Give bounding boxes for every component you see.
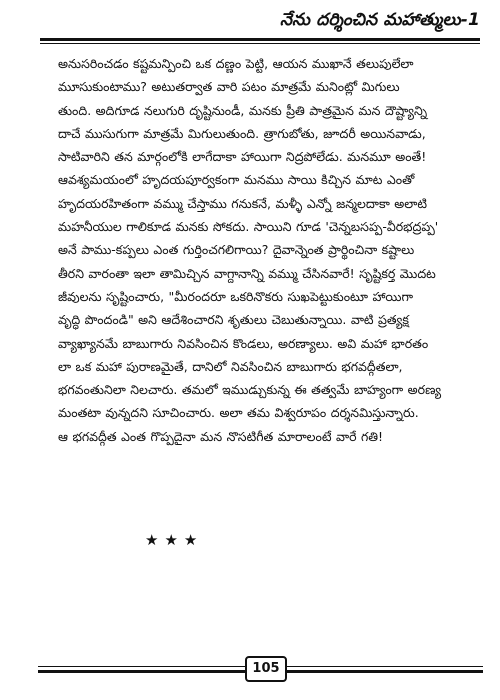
running-header-title: నేను దర్శించిన మహాత్ములు-1	[279, 10, 480, 30]
text-line: వ్యాఖ్యానమే బాబుగారు నివసించిన కొండలు, అరణ్యాలు. అవి మహా భారతం	[58, 335, 429, 351]
text-line: లా ఒక మహా పురాణమైతే, దానిలో నివసించిన బాబుగారు భగవద్గీతలా,	[58, 358, 403, 374]
text-line: జీవులను సృష్టించారు, "మీరందరూ ఒకరినొకరు సుఖపెట్టుకుంటూ హాయిగా	[58, 288, 414, 304]
text-line: భగవంతునిలా నిలచారు. తమలో ఇముడ్చుకున్న ఈ తత్వమే బాహ్యంగా అరణ్య	[58, 382, 442, 398]
text-line: మూసుకుంటాము? అటుతర్వాత వారి పటం మాత్రమే మనింట్లో మిగులు	[58, 79, 400, 95]
text-line: మహనీయుల గాలికూడ మనకు సోకదు. సాయిని గూడ 'చెన్నబసప్ప-వీరభద్రప్ప'	[58, 219, 439, 235]
text-line: మంతటా వున్నదని సూచించారు. అలా తమ విశ్వరూపం దర్శనమిస్తున్నారు.	[58, 405, 419, 421]
text-line: అనుసరించడం కష్టమన్పించి ఒక దణ్ణం పెట్టి, ఆయన ముఖానే తలుపులేలా	[58, 56, 414, 71]
text-line: సాటివారిని తన మార్గంలోకి లాగేదాకా హాయిగా నిద్రపోలేడు. మనమూ అంతే!	[58, 149, 427, 165]
header-rule-thick	[40, 38, 480, 41]
text-line: వృద్ధి పొందండి" అని ఆదేశించారని శృతులు చెబుతున్నాయి. వాటి ప్రత్యక్ష	[58, 312, 409, 328]
text-line: ఆవశ్యమయంలో హృదయపూర్వకంగా మనము సాయి కిచ్చిన మాట ఎంతో	[58, 172, 415, 188]
text-line: ఆ భగవద్గీత ఎంత గొప్పదైనా మన నొసటిగీత మారాలంటే వారే గతి!	[58, 428, 384, 444]
text-line: అనే పాము-కప్పలు ఎంత గుర్తించగలిగాయి? దైవాన్నెంత ప్రార్థించినా కష్టాలు	[58, 242, 415, 258]
section-break-stars: ★★★	[145, 531, 204, 549]
text-line: దాచే ముసుగుగా మాత్రమే మిగులుతుంది. త్రాగుబోతు, జూదరీ అయినవాడు,	[58, 125, 426, 141]
text-line: హృదయరహితంగా వమ్ము చేస్తాము గనుకనే, మళ్ళీ ఎన్నో జన్మలదాకా అలాటి	[58, 195, 428, 211]
header-rule-thin	[40, 43, 480, 44]
running-header	[40, 8, 480, 38]
body-paragraph	[58, 52, 473, 448]
text-line: తీరని వారంతా ఇలా తామిచ్చిన వాగ్దానాన్ని వమ్ము చేసినవారే! సృష్టికర్త మొదట	[58, 265, 436, 281]
page-number: 105	[245, 656, 287, 682]
text-line: తుంది. అదిగూడ నలుగురి దృష్టినుండీ, మనకు ప్రీతి పాత్రమైన మన దౌష్ట్యాన్ని	[58, 102, 428, 118]
